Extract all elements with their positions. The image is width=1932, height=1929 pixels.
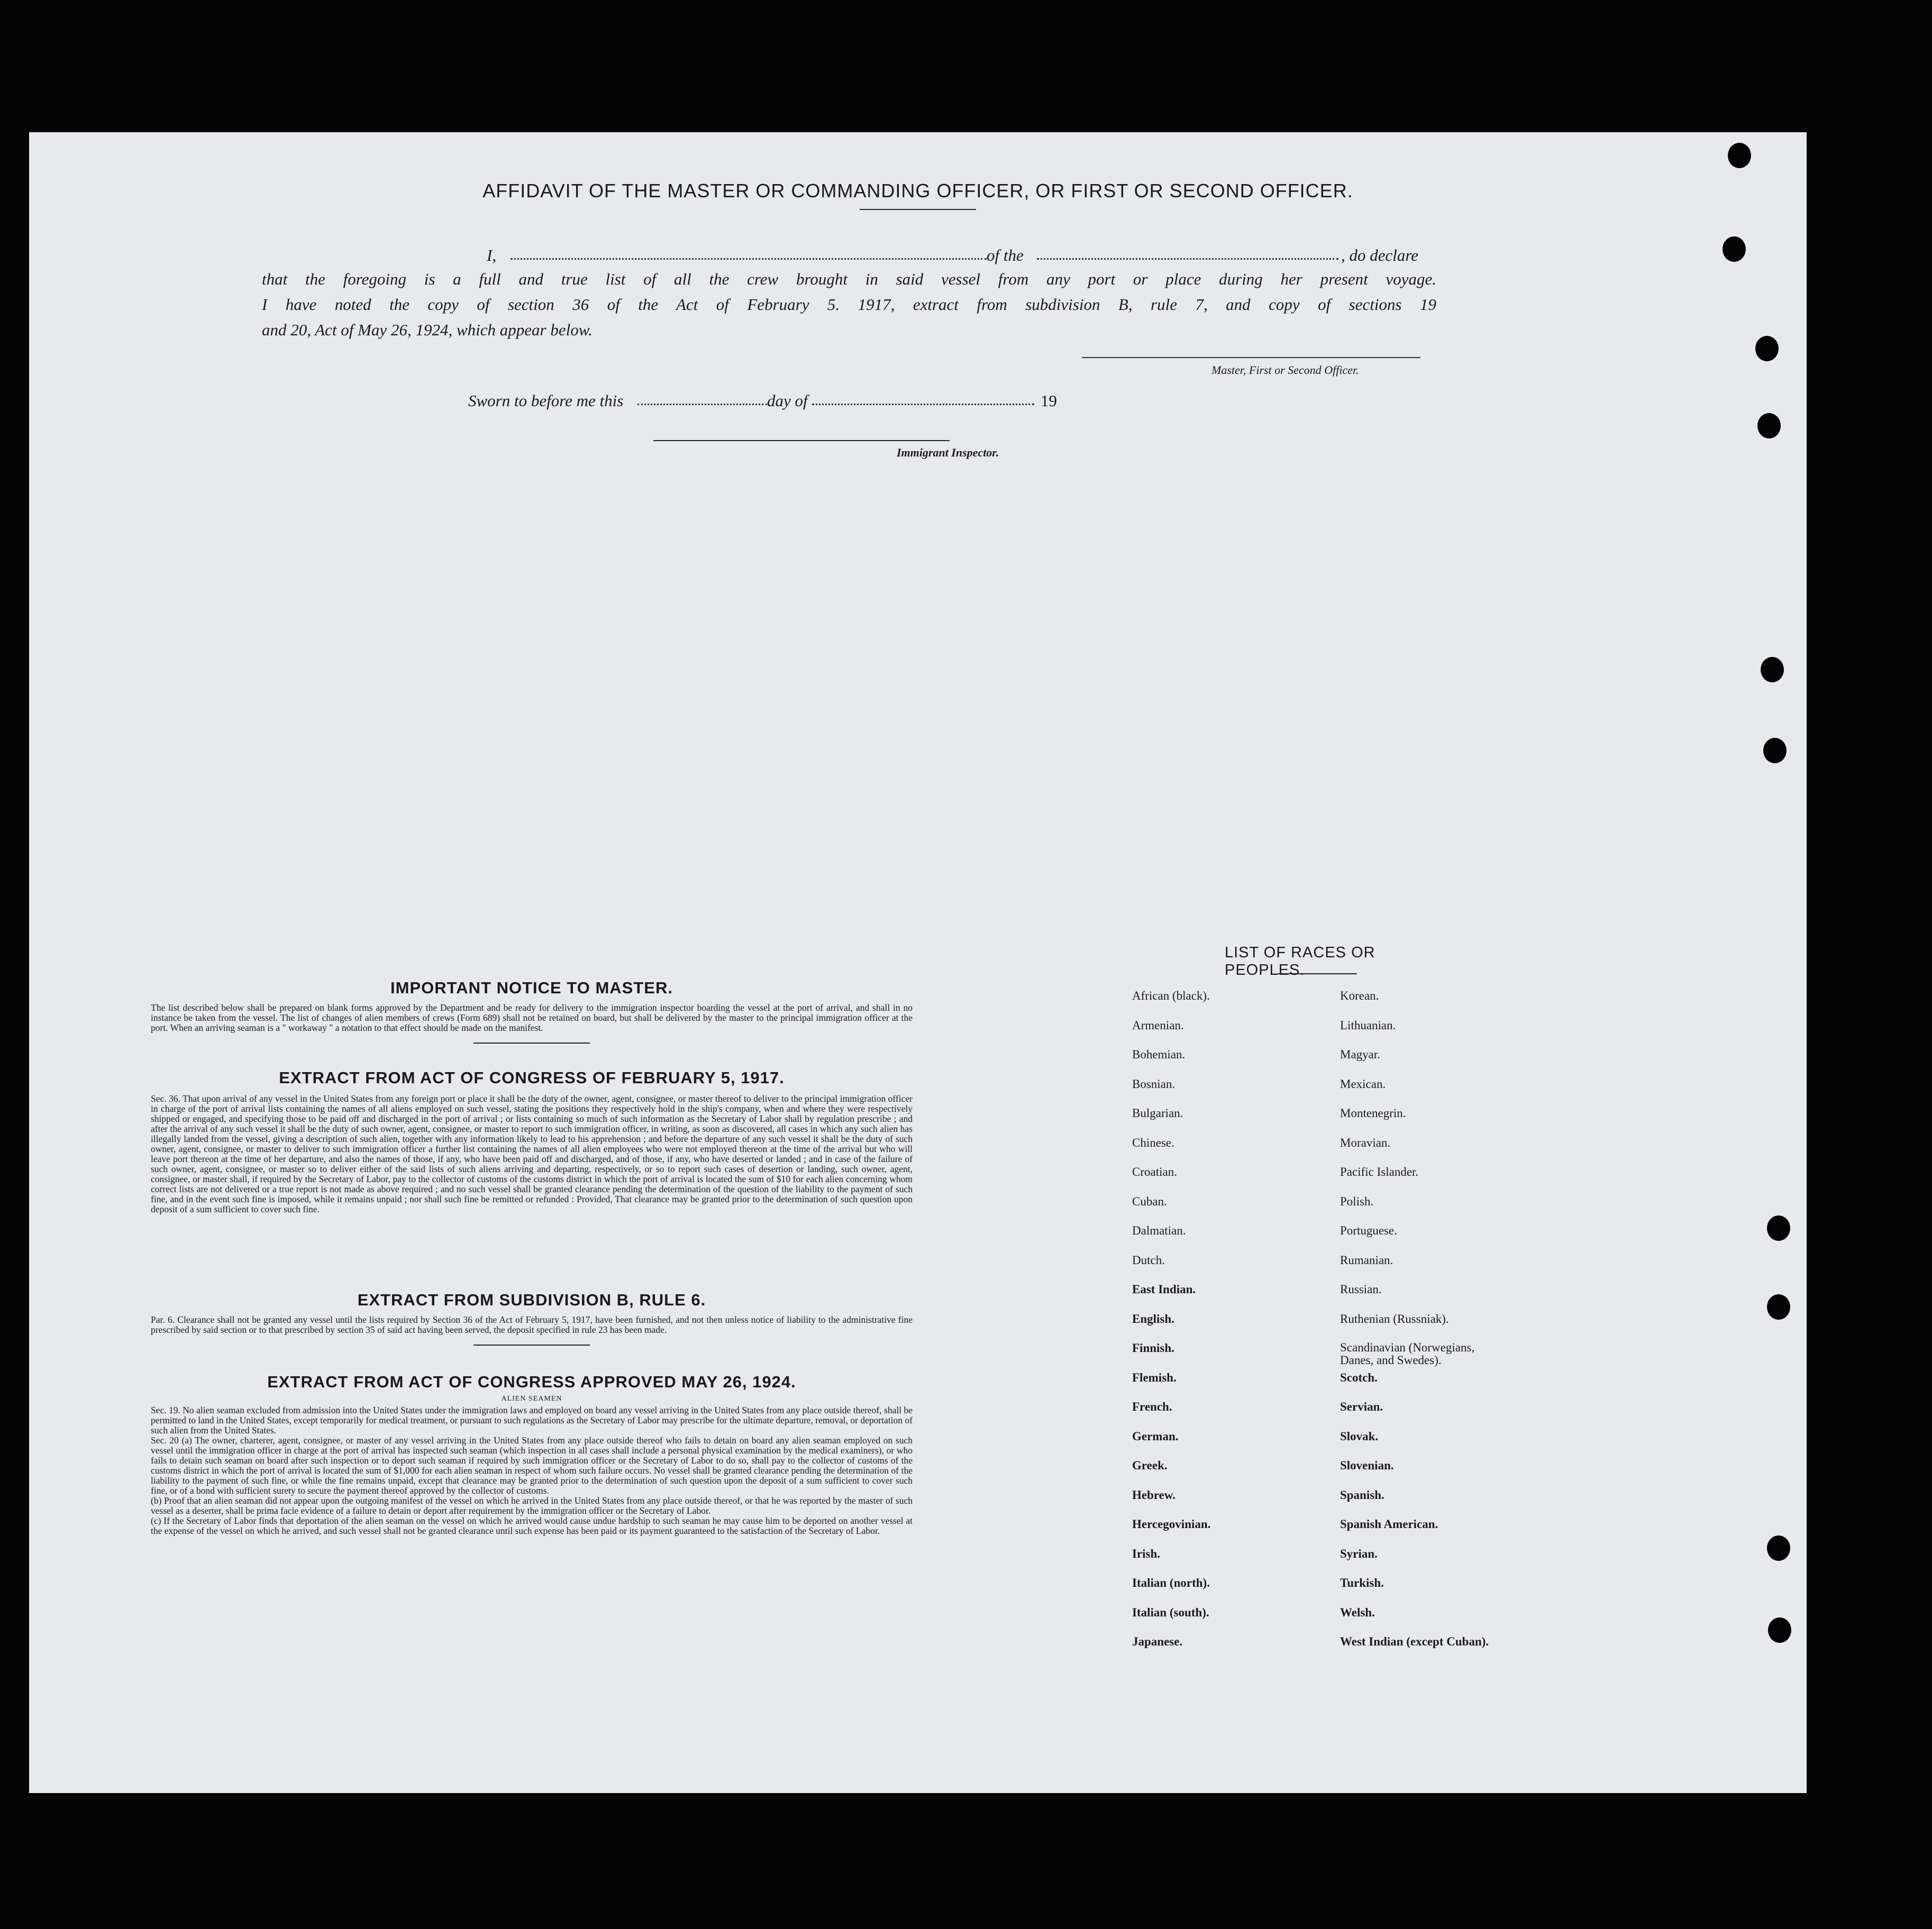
race-item: Chinese. — [1132, 1136, 1174, 1149]
punch-hole — [1763, 738, 1787, 763]
name-blank-line[interactable] — [511, 258, 987, 260]
race-item: Croatian. — [1132, 1165, 1177, 1178]
race-item: Servian. — [1340, 1400, 1383, 1413]
title-divider — [860, 209, 976, 210]
affidavit-line-2: that the foregoing is a full and true list of all the crew brought in said vessel from any port or place during her present voyage. — [262, 270, 1436, 288]
affidavit-line-4: and 20, Act of May 26, 1924, which appear below. — [262, 321, 593, 339]
race-item: Spanish. — [1340, 1488, 1384, 1502]
race-item: Syrian. — [1340, 1547, 1378, 1560]
race-item: Polish. — [1340, 1194, 1374, 1208]
race-item: Lithuanian. — [1340, 1018, 1396, 1032]
notice-divider — [473, 1043, 590, 1044]
race-item: Rumanian. — [1340, 1253, 1393, 1267]
race-item: Bohemian. — [1132, 1048, 1186, 1061]
affidavit-line-3: I have noted the copy of section 36 of the Act of February 5. 1917, extract from subdivision B, rule 7, and copy of sections 19 — [262, 295, 1436, 314]
punch-hole — [1761, 657, 1784, 682]
race-item: Italian (north). — [1132, 1576, 1210, 1589]
punch-hole — [1768, 1617, 1791, 1643]
race-item: English. — [1132, 1312, 1174, 1325]
race-item: Montenegrin. — [1340, 1107, 1406, 1120]
race-item: Irish. — [1132, 1547, 1161, 1560]
race-item: East Indian. — [1132, 1283, 1196, 1296]
important-notice-section — [151, 979, 913, 1044]
sec-20b-text: (b) Proof that an alien seaman did not appear upon the outgoing manifest of the vessel on which he arrived in the United States from any place outside thereof, or that he was reported by the master of such vessel as a deserter, shall be prima facie evidence of a failure to detain or deport after requirement by the immigration officer or the Secretary of Labor. — [151, 1495, 913, 1516]
race-item: Italian (south). — [1132, 1605, 1209, 1619]
subdivision-title: EXTRACT FROM SUBDIVISION B, RULE 6. — [357, 1291, 706, 1309]
race-item: West Indian (except Cuban). — [1340, 1635, 1489, 1648]
races-title: LIST OF RACES OR PEOPLES. — [1225, 944, 1375, 979]
sworn-day-of: day of — [767, 391, 808, 410]
extract-1924-title: EXTRACT FROM ACT OF CONGRESS APPROVED MAY 26, 1924. — [267, 1373, 796, 1391]
race-item: Finnish. — [1132, 1341, 1174, 1355]
sworn-year: 19 — [1041, 391, 1057, 410]
race-item: Armenian. — [1132, 1018, 1184, 1032]
races-divider — [1278, 973, 1357, 974]
race-item: Slovak. — [1340, 1429, 1379, 1443]
race-item: Spanish American. — [1340, 1517, 1438, 1531]
race-item: Mexican. — [1340, 1077, 1386, 1091]
punch-hole — [1767, 1215, 1790, 1241]
important-notice-title: IMPORTANT NOTICE TO MASTER. — [390, 979, 673, 997]
affidavit-i: I, — [487, 246, 497, 264]
inspector-signature-label: Immigrant Inspector. — [897, 446, 999, 459]
race-item: Ruthenian (Russniak). — [1340, 1312, 1449, 1325]
sec-19-text: Sec. 19. No alien seaman excluded from admission into the United States under the immigration laws and employed on board any vessel arriving in the United States from any place outside thereof, shall be permitted to land in the United States, except temporarily for medical treatment, or pursuant to such regulations as the Secretary of Labor may prescribe for the ultimate departure, removal, or deportation of such alien from the United States. — [151, 1405, 913, 1436]
race-item: Flemish. — [1132, 1370, 1177, 1384]
race-item: Hercegovinian. — [1132, 1517, 1211, 1531]
extract-1917-section — [151, 1068, 913, 1214]
subdivision-text: Par. 6. Clearance shall not be granted any vessel until the lists required by Section 36 of the Act of February 5, 1917, have been furnished, and not then unless notice of liability to the administrative fine prescribed by said section or to that prescribed by section 35 of said act having been served, the deposit specified in rule 23 has been made. — [151, 1314, 913, 1335]
races-left-column — [1132, 989, 1323, 1793]
affidavit-do-declare: , do declare — [1341, 246, 1419, 264]
subdivision-section — [151, 1291, 913, 1346]
sworn-month-blank[interactable] — [812, 404, 1034, 405]
race-item: Bulgarian. — [1132, 1107, 1183, 1120]
subdivision-divider — [473, 1345, 590, 1346]
race-item: Dutch. — [1132, 1253, 1165, 1267]
punch-hole — [1757, 413, 1781, 438]
master-signature-label: Master, First or Second Officer. — [1211, 363, 1359, 377]
alien-seamen-subtitle: ALIEN SEAMEN — [501, 1395, 562, 1403]
race-item: Dalmatian. — [1132, 1224, 1186, 1237]
form-sheet — [29, 132, 1807, 1793]
race-item: Portuguese. — [1340, 1224, 1397, 1237]
affidavit-of-the: of the — [987, 246, 1024, 264]
race-item: Hebrew. — [1132, 1488, 1175, 1502]
race-item: Magyar. — [1340, 1048, 1381, 1061]
race-item: Slovenian. — [1340, 1459, 1394, 1472]
punch-hole — [1728, 143, 1751, 168]
race-item: Moravian. — [1340, 1136, 1391, 1149]
race-item: Scotch. — [1340, 1370, 1378, 1384]
extract-1917-text: Sec. 36. That upon arrival of any vessel in the United States from any foreign port or place it shall be the duty of the owner, agent, consignee, or master thereof to deliver to the principal immigration officer in charge of the port of arrival lists containing the names of all aliens employed on such vessel, stating the positions they respectively hold in the ship's company, when and where they were respectively shipped or engaged, and specifying those to be paid off and discharged in the port of arrival ; or lists containing so much of such information as the Secretary of Labor shall by regulation prescribe ; and after the arrival of any such vessel it shall be the duty of such owner, agent, consignee, or master to report to such immigration officer, in writing, as soon as discovered, all cases in which any such alien has illegally landed from the vessel, giving a description of such alien, together with any information likely to lead to his apprehension ; and before the departure of any such vessel it shall be the duty of such owner, agent, consignee, or master to deliver to such immigration officer a further list containing the names of all alien employees who were not employed thereon at the time of the arrival but who will leave port thereon at the time of her departure, and also the names of those, if any, who have been paid off and discharged, and of those, if any, who have deserted or landed ; and in case of the failure of such owner, agent, consignee, or master so to deliver either of the said lists of such aliens arriving and departing, respectively, or so to report such cases of desertion or landing, such owner, agent, consignee, or master shall, if required by the Secretary of Labor, pay to the collector of customs of the customs district in which the port of arrival is located the sum of $10 for each alien concerning whom correct lists are not delivered or a true report is not made as above required ; and no such vessel shall be granted clearance pending the determination of the question of the liability to the payment of such fine, and in the event such fine is imposed, while it remains unpaid ; nor shall such fine be remitted or refunded : Provided, That clearance may be granted prior to the determination of such question upon deposit of a sum sufficient to cover such fine. — [151, 1093, 913, 1214]
race-item: Turkish. — [1340, 1576, 1384, 1589]
sworn-day-blank[interactable] — [637, 404, 767, 405]
extract-1917-title: EXTRACT FROM ACT OF CONGRESS OF FEBRUARY 5, 1917. — [279, 1068, 785, 1087]
race-item: Scandinavian (Norwegians, Danes, and Swedes). — [1340, 1341, 1475, 1367]
sworn-text: Sworn to before me this — [468, 391, 624, 410]
race-item: Russian. — [1340, 1283, 1382, 1296]
punch-hole — [1755, 336, 1779, 361]
race-item: Cuban. — [1132, 1194, 1167, 1208]
important-notice-text: The list described below shall be prepared on blank forms approved by the Department and be ready for delivery to the immigration inspector boarding the vessel at the port of arrival, and shall in no instance be taken from the vessel. The list of changes of alien members of crews (Form 689) shall not be retained on board, but shall be delivered by the master to the principal immigration officer at the port. When an arriving seaman is a " workaway " a notation to that effect should be made on the manifest. — [151, 1002, 913, 1033]
punch-hole — [1723, 236, 1746, 262]
race-item: Welsh. — [1340, 1605, 1375, 1619]
race-item: Pacific Islander. — [1340, 1165, 1419, 1178]
punch-hole — [1767, 1294, 1790, 1320]
affidavit-title: AFFIDAVIT OF THE MASTER OR COMMANDING OFFICER, OR FIRST OR SECOND OFFICER. — [482, 180, 1353, 202]
inspector-signature-line[interactable] — [653, 440, 950, 441]
vessel-blank-line[interactable] — [1037, 258, 1338, 260]
races-right-column — [1340, 989, 1562, 1793]
punch-hole — [1767, 1535, 1790, 1561]
race-item: Korean. — [1340, 989, 1379, 1002]
sec-20c-text: (c) If the Secretary of Labor finds that deportation of the alien seaman on the vessel on which he arrived would cause undue hardship to such seaman he may cause him to be deported on another vessel at the expense of the vessel on which he arrived, and such vessel shall not be granted clearance until such expense has been paid or its payment guaranteed to the satisfaction of the Secretary of Labor. — [151, 1515, 913, 1536]
race-item: German. — [1132, 1429, 1179, 1443]
race-item: Japanese. — [1132, 1635, 1183, 1648]
race-item: African (black). — [1132, 989, 1210, 1002]
master-signature-line[interactable] — [1082, 357, 1420, 358]
sec-20a-text: Sec. 20 (a) The owner, charterer, agent, consignee, or master of any vessel arriving in the United States from any place outside thereof who fails to detain on board any alien seaman employed on such vessel until the immigration officer in charge at the port of arrival has inspected such seaman (which inspection in all cases shall include a personal physical examination by the medical examiners), or who fails to detain such seaman on board after such inspection or to deport such seaman if required by such immigration officer or the Secretary of Labor to do so, shall pay to the collector of customs of the customs district in which the port of arrival is located the sum of $1,000 for each alien seaman in respect of whom such failure occurs. No vessel shall be granted clearance pending the determination of the liability to the payment of such fine, or while the fine remains unpaid, except that clearance may be granted prior to the determination of such question upon the deposit of a sum sufficient to cover such fine, or of a bond with sufficient surety to secure the payment thereof approved by the collector of customs. — [151, 1435, 913, 1496]
race-item: Greek. — [1132, 1459, 1168, 1472]
race-item: Bosnian. — [1132, 1077, 1175, 1091]
race-item: French. — [1132, 1400, 1172, 1413]
extract-1924-section — [151, 1373, 913, 1536]
